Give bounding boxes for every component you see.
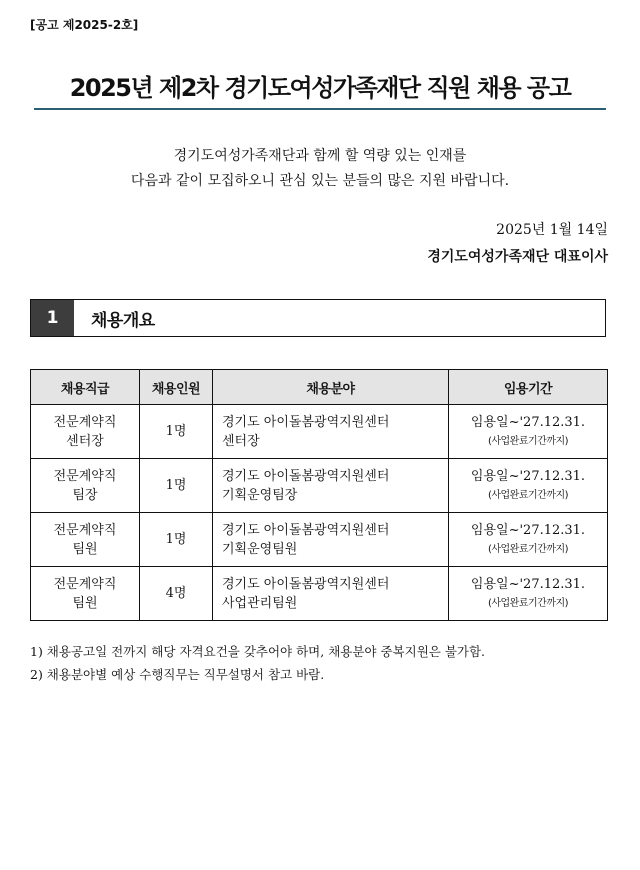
notice-date: 2025년 1월 14일	[496, 222, 608, 238]
table-row	[31, 459, 608, 513]
header-count: 채용인원	[140, 370, 213, 405]
section-number: 1	[31, 300, 74, 336]
intro-text	[0, 144, 640, 194]
count-cell: 4명	[140, 567, 213, 621]
count-cell: 1명	[140, 459, 213, 513]
footnote-item: 2) 채용분야별 예상 수행직무는 직무설명서 참고 바람.	[30, 667, 325, 682]
field-cell: 경기도 아이돌봄광역지원센터 센터장	[213, 405, 449, 459]
period-cell: 임용일~'27.12.31. (사업완료기간까지)	[449, 459, 608, 513]
period-cell: 임용일~'27.12.31. (사업완료기간까지)	[449, 405, 608, 459]
section-header	[30, 299, 606, 337]
count-cell: 1명	[140, 513, 213, 567]
footnotes	[30, 640, 620, 686]
table-header-row	[31, 370, 608, 405]
header-period: 임용기간	[449, 370, 608, 405]
field-cell: 경기도 아이돌봄광역지원센터 기획운영팀원	[213, 513, 449, 567]
header-rank: 채용직급	[31, 370, 140, 405]
signer: 경기도여성가족재단 대표이사	[427, 249, 608, 265]
period-cell: 임용일~'27.12.31. (사업완료기간까지)	[449, 567, 608, 621]
hiring-table	[30, 369, 608, 621]
field-cell: 경기도 아이돌봄광역지원센터 사업관리팀원	[213, 567, 449, 621]
title-divider	[34, 108, 606, 110]
table-row	[31, 567, 608, 621]
rank-cell: 전문계약직 센터장	[31, 405, 140, 459]
period-cell: 임용일~'27.12.31. (사업완료기간까지)	[449, 513, 608, 567]
table-row	[31, 513, 608, 567]
rank-cell: 전문계약직 팀원	[31, 513, 140, 567]
rank-cell: 전문계약직 팀장	[31, 459, 140, 513]
notice-number: [공고 제2025-2호]	[30, 18, 139, 32]
intro-line: 경기도여성가족재단과 함께 할 역량 있는 인재를	[173, 148, 467, 164]
field-cell: 경기도 아이돌봄광역지원센터 기획운영팀장	[213, 459, 449, 513]
page-title: 2025년 제2차 경기도여성가족재단 직원 채용 공고	[69, 74, 571, 102]
rank-cell: 전문계약직 팀원	[31, 567, 140, 621]
intro-line: 다음과 같이 모집하오니 관심 있는 분들의 많은 지원 바랍니다.	[130, 173, 510, 189]
count-cell: 1명	[140, 405, 213, 459]
section-title: 채용개요	[91, 310, 155, 331]
header-field: 채용분야	[213, 370, 449, 405]
table-row	[31, 405, 608, 459]
footnote-item: 1) 채용공고일 전까지 해당 자격요건을 갖추어야 하며, 채용분야 중복지원은 불가함.	[30, 644, 486, 659]
